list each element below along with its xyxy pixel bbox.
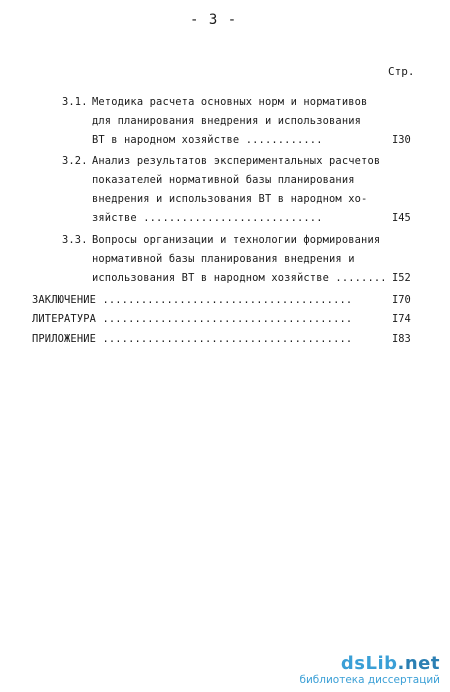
- toc-item-page: I70: [392, 294, 411, 306]
- dslib-logo: dsLib.net: [340, 653, 440, 674]
- toc-item-page: I52: [392, 272, 411, 284]
- toc-item-page: I45: [392, 212, 411, 224]
- toc-item-text-line: нормативной базы планирования внедрения и: [92, 253, 355, 265]
- toc-item-page: I74: [392, 313, 411, 325]
- toc-item-text-line: внедрения и использования ВТ в народном хо-: [92, 193, 368, 205]
- toc-section-title: ЗАКЛЮЧЕНИЕ .......................................: [32, 294, 353, 306]
- page-number: - 3 -: [190, 12, 238, 28]
- toc-item-text-line: показателей нормативной базы планирования: [92, 174, 355, 186]
- toc-item-number: 3.1.: [62, 96, 88, 108]
- toc-section-title: ЛИТЕРАТУРА .......................................: [32, 313, 353, 325]
- page-column-header: Стр.: [388, 65, 415, 78]
- watermark-subtitle: библиотека диссертаций: [299, 674, 440, 686]
- toc-item-text-line: для планирования внедрения и использования: [92, 115, 362, 127]
- toc-item-text-line: ВТ в народном хозяйстве ............: [92, 134, 323, 146]
- toc-item-number: 3.2.: [62, 155, 88, 167]
- toc-item-text-line: Методика расчета основных норм и нормативов: [92, 96, 368, 108]
- toc-item-page: I30: [392, 134, 411, 146]
- toc-section-title: ПРИЛОЖЕНИЕ .......................................: [32, 333, 353, 345]
- toc-item-text-line: Анализ результатов экспериментальных расчетов: [92, 155, 381, 167]
- toc-item-text-line: использования ВТ в народном хозяйстве ........: [92, 272, 387, 284]
- toc-item-text-line: Вопросы организации и технологии формирования: [92, 234, 381, 246]
- dslib-watermark: [299, 654, 440, 686]
- toc-item-number: 3.3.: [62, 234, 88, 246]
- toc-item-page: I83: [392, 333, 411, 345]
- toc-item-text-line: зяйстве ............................: [92, 212, 323, 224]
